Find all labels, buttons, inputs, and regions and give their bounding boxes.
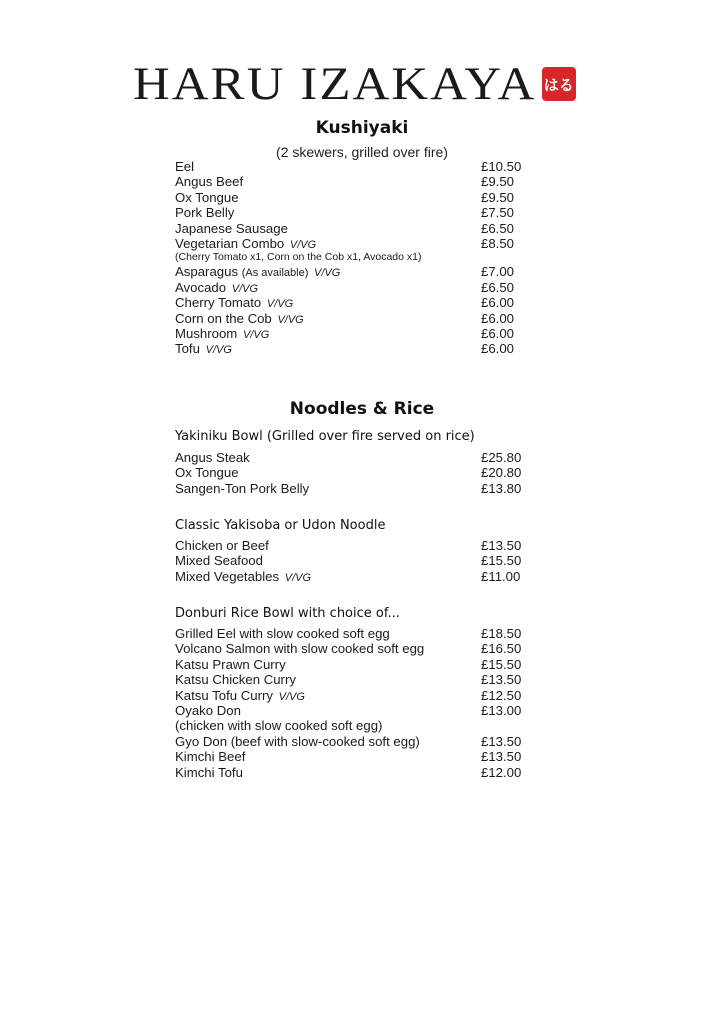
item-name: [175, 553, 263, 568]
item-name: [175, 718, 382, 733]
item-price: £13.50: [481, 672, 522, 688]
item-name: [175, 626, 390, 641]
item-name-text: Eel: [175, 159, 195, 174]
item-price: £25.80: [481, 450, 522, 465]
item-name-text: Ox Tongue: [175, 465, 239, 481]
item-price: £6.00: [481, 310, 515, 326]
item-name-text: Mixed Seafood: [175, 553, 263, 569]
item-name-text: Sangen-Ton Pork Belly: [175, 480, 310, 496]
item-name-text: Angus Beef: [175, 174, 244, 190]
menu-item: [175, 264, 535, 279]
menu-item: [175, 236, 535, 251]
item-name: [175, 205, 234, 220]
menu-item: [175, 465, 535, 480]
item-name-text: Chicken or Beef: [175, 538, 269, 553]
vegan-tag: V/VG: [242, 328, 270, 341]
item-price: £15.50: [481, 553, 522, 569]
item-price: £11.00: [481, 568, 521, 584]
item-name-text: Mixed Vegetables: [175, 568, 280, 584]
menu-item: [175, 295, 535, 310]
item-price: £15.50: [481, 656, 522, 672]
menu-item: [175, 688, 535, 703]
item-name-text: Mushroom: [175, 325, 238, 341]
menu-item: [175, 672, 535, 687]
item-name-text: Asparagus: [175, 264, 239, 280]
item-price: £16.50: [481, 641, 522, 657]
vegan-tag: V/VG: [277, 313, 304, 326]
item-name: [175, 450, 250, 465]
menu-item: [175, 626, 535, 641]
donburi-list: [175, 626, 535, 780]
menu-item: [175, 326, 535, 341]
vegan-tag: V/VG: [284, 571, 312, 584]
item-name: [175, 481, 309, 496]
menu-item: [175, 450, 535, 465]
vegan-tag: V/VG: [266, 298, 294, 311]
yakisoba-list: [175, 538, 535, 584]
item-price: £6.50: [481, 220, 515, 236]
item-name: [175, 465, 239, 480]
menu-item: [175, 280, 535, 295]
menu-item: [175, 221, 535, 236]
item-name: [175, 190, 239, 205]
item-name: [175, 538, 269, 553]
item-name-text: Pork Belly: [175, 205, 235, 221]
menu-item: [175, 205, 535, 220]
item-name-text: Kimchi Beef: [175, 749, 246, 765]
menu-item: [175, 481, 535, 496]
vegan-tag: V/VG: [314, 267, 341, 280]
vegan-tag: V/VG: [205, 344, 232, 357]
item-name-text: Vegetarian Combo: [175, 235, 285, 251]
item-name-text: Japanese Sausage: [175, 220, 288, 236]
item-price: £6.00: [481, 341, 515, 357]
item-name: [175, 672, 296, 687]
menu-header: [0, 58, 724, 110]
item-price: £20.80: [481, 465, 522, 481]
item-name-text: Oyako Don: [175, 702, 241, 718]
item-price: £9.50: [481, 189, 515, 205]
item-name: [175, 641, 424, 656]
menu-item: [175, 734, 535, 749]
item-price: £13.00: [481, 702, 522, 718]
item-name: [175, 749, 245, 764]
item-name-text: Angus Steak: [175, 450, 250, 465]
item-name-text: Ox Tongue: [175, 189, 239, 205]
brand-title: HARU IZAKAYA: [133, 58, 537, 110]
item-price: £6.00: [481, 325, 515, 341]
menu-item: [175, 703, 535, 718]
item-price: £13.50: [481, 538, 522, 553]
item-price: £7.50: [481, 205, 515, 221]
vegan-tag: V/VG: [231, 282, 259, 295]
menu-item: [175, 538, 535, 553]
item-price: £13.50: [481, 733, 522, 749]
menu-item: [175, 174, 535, 189]
item-name: [175, 341, 232, 358]
item-name-text: Gyo Don (beef with slow-cooked soft egg): [175, 733, 420, 749]
yakiniku-bowl-title: Yakiniku Bowl (Grilled over fire served on rice): [175, 429, 475, 444]
menu-item: [175, 657, 535, 672]
menu-item: [175, 341, 535, 356]
kushiyaki-title: Kushiyaki: [315, 118, 409, 138]
menu-item: [175, 765, 535, 780]
menu-item: [175, 159, 535, 174]
item-name-text: Volcano Salmon with slow cooked soft egg: [175, 641, 425, 657]
item-name: [175, 174, 243, 189]
item-name-text: Corn on the Cob: [175, 310, 272, 326]
item-name-text: (chicken with slow cooked soft egg): [175, 718, 383, 734]
item-price: £13.80: [481, 480, 522, 496]
menu-item: [175, 569, 535, 584]
item-availability: (As available): [241, 267, 309, 280]
item-name-text: Cherry Tomato: [175, 295, 262, 311]
kushiyaki-list: [175, 159, 535, 357]
vegan-tag: V/VG: [278, 690, 305, 703]
item-price: £13.50: [481, 749, 522, 765]
item-note-text: [175, 251, 422, 264]
item-name-text: Katsu Tofu Curry: [175, 687, 273, 703]
item-name-text: Avocado: [175, 279, 227, 295]
menu-item: [175, 553, 535, 568]
kushiyaki-subtitle: (2 skewers, grilled over fire): [276, 144, 448, 160]
menu-item: [175, 641, 535, 656]
item-price: £6.50: [481, 279, 515, 295]
item-price: £9.50: [481, 174, 515, 190]
item-price: £10.50: [481, 159, 522, 174]
item-price: £7.00: [481, 264, 515, 280]
item-name: [175, 159, 194, 174]
item-name: [175, 765, 243, 780]
menu-item: [175, 190, 535, 205]
item-name-text: Katsu Prawn Curry: [175, 656, 286, 672]
item-name: [175, 703, 241, 718]
haru-logo-icon: [542, 67, 576, 101]
menu-item: [175, 718, 535, 733]
item-name-text: Tofu: [175, 341, 200, 357]
item-name-text: Katsu Chicken Curry: [175, 672, 296, 688]
donburi-title: Donburi Rice Bowl with choice of...: [175, 606, 400, 621]
menu-item: [175, 311, 535, 326]
item-name-text: Kimchi Tofu: [175, 764, 243, 780]
item-price: £12.00: [481, 764, 522, 780]
item-price: £18.50: [481, 626, 522, 641]
item-price: £12.50: [481, 687, 522, 703]
vegan-tag: V/VG: [289, 238, 317, 251]
yakiniku-list: [175, 450, 535, 496]
item-note: [175, 251, 535, 264]
item-name: [175, 569, 311, 586]
item-name: [175, 221, 288, 236]
item-name: [175, 734, 420, 749]
noodles-rice-title: Noodles & Rice: [289, 399, 435, 419]
item-price: £6.00: [481, 295, 515, 311]
menu-item: [175, 749, 535, 764]
item-name: [175, 657, 286, 672]
logo-text: はる: [543, 75, 574, 94]
item-price: £8.50: [481, 235, 515, 251]
note-text: (Cherry Tomato x1, Corn on the Cob x1, Avocado x1): [175, 251, 422, 264]
item-name-text: Grilled Eel with slow cooked soft egg: [175, 626, 390, 641]
yakisoba-title: Classic Yakisoba or Udon Noodle: [175, 518, 386, 533]
